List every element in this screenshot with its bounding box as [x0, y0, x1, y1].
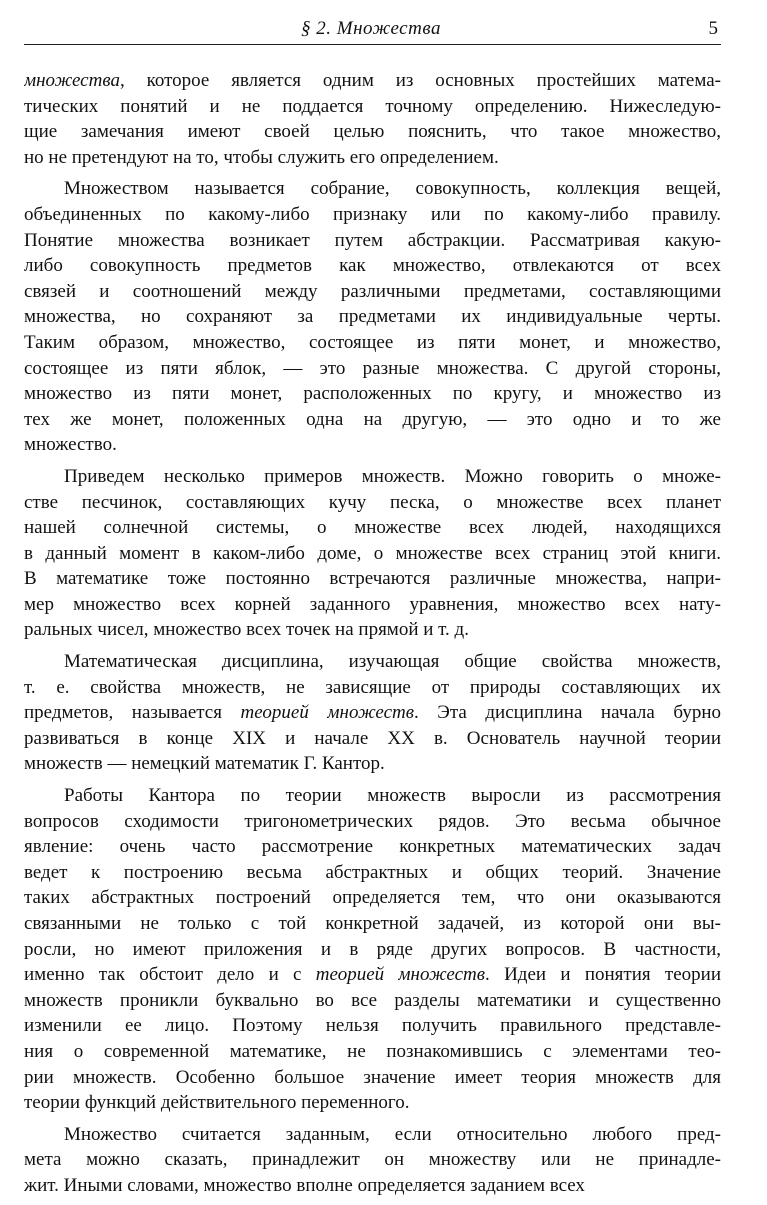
text-line: Математическая дисциплина, изучающая общие свойства множеств,	[64, 651, 721, 673]
paragraph	[24, 68, 721, 170]
running-header	[24, 18, 718, 44]
text-line: развиваться в конце XIX и начале XX в. Основатель научной теории	[24, 727, 721, 749]
text-line: состоящее из пяти яблок, — это разные множества. С другой стороны,	[24, 357, 721, 379]
text-line: ведет к построению весьма абстрактных и общих теорий. Значение	[24, 861, 721, 883]
text-line: Множество считается заданным, если относительно любого пред-	[64, 1123, 721, 1145]
paragraph	[24, 176, 721, 458]
text-line: явление: очень часто рассмотрение конкретных математических задач	[24, 836, 721, 858]
text-line: связей и соотношений между различными предметами, составляющими	[24, 280, 721, 302]
header-rule	[24, 44, 721, 45]
text-line: объединенных по какому-либо признаку или по какому-либо правилу.	[24, 203, 721, 225]
text-line: рии множеств. Особенно большое значение имеет теория множеств для	[24, 1066, 721, 1088]
text-line: стве песчинок, составляющих кучу песка, о множестве всех планет	[24, 491, 721, 513]
text-line: но не претендуют на то, чтобы служить его определением.	[24, 146, 499, 168]
text-line: росли, но имеют приложения и в ряде других вопросов. В частности,	[24, 938, 721, 960]
text-line: множества, которое является одним из основных простейших матема-	[24, 70, 721, 91]
text-line: Таким образом, множество, состоящее из пяти монет, и множество,	[24, 331, 721, 353]
text-line: Понятие множества возникает путем абстракции. Рассматривая какую-	[24, 229, 721, 251]
text-line: либо совокупность предметов как множество, отвлекаются от всех	[24, 255, 721, 277]
text-line: изменили ее лицо. Поэтому нельзя получить правильного представле-	[24, 1015, 721, 1037]
paragraph	[24, 649, 721, 777]
text-line: вопросов сходимости тригонометрических рядов. Это весьма обычное	[24, 810, 721, 832]
text-line: множество.	[24, 434, 117, 456]
text-line: жит. Иными словами, множество вполне определяется заданием всех	[24, 1174, 585, 1196]
text-line: ральных чисел, множество всех точек на прямой и т. д.	[24, 619, 469, 641]
text-line: тических понятий и не поддается точному определению. Нижеследую-	[24, 95, 721, 117]
text-line: множеств — немецкий математик Г. Кантор.	[24, 753, 385, 775]
text-line: Работы Кантора по теории множеств выросли из рассмотрения	[64, 785, 721, 807]
text-line: множество из пяти монет, расположенных по кругу, и множество из	[24, 383, 721, 405]
text-line: связанными не только с той конкретной задачей, из которой они вы-	[24, 913, 721, 934]
text-line: т. е. свойства множеств, не зависящие от природы составляющих их	[24, 676, 721, 698]
text-line: мер множество всех корней заданного уравнения, множество всех нату-	[24, 593, 721, 615]
text-line: Множеством называется собрание, совокупность, коллекция вещей,	[64, 178, 721, 200]
text-line: В математике тоже постоянно встречаются различные множества, напри-	[24, 568, 721, 590]
text-line: нашей солнечной системы, о множестве всех людей, находящихся	[24, 517, 721, 539]
text-line: щие замечания имеют своей целью пояснить, что такое множество,	[24, 121, 721, 143]
body-text	[24, 68, 721, 1205]
paragraph	[24, 783, 721, 1116]
running-header-title: § 2. Множества	[301, 18, 441, 39]
paragraph	[24, 1122, 721, 1199]
text-line: ния о современной математике, не познакомившись с элементами тео-	[24, 1040, 721, 1062]
text-line: тех же монет, положенных одна на другую, — это одно и то же	[24, 408, 721, 430]
text-line: множества, но сохраняют за предметами их индивидуальные черты.	[24, 306, 721, 328]
text-line: таких абстрактных построений определяется тем, что они оказываются	[24, 887, 721, 909]
text-line: именно так обстоит дело и с теорией множеств. Идеи и понятия теории	[24, 964, 721, 986]
text-line: множеств проникли буквально во все разделы математики и существенно	[24, 989, 721, 1011]
text-line: предметов, называется теорией множеств. Эта дисциплина начала бурно	[24, 702, 721, 724]
text-line: теории функций действительного переменного.	[24, 1092, 410, 1114]
text-line: в данный момент в каком-либо доме, о множестве всех страниц этой книги.	[24, 542, 721, 564]
text-line: мета можно сказать, принадлежит он множеству или не принадле-	[24, 1149, 721, 1171]
text-line: Приведем несколько примеров множеств. Можно говорить о множе-	[64, 465, 721, 487]
paragraph	[24, 464, 721, 643]
page-number: 5	[708, 18, 718, 39]
